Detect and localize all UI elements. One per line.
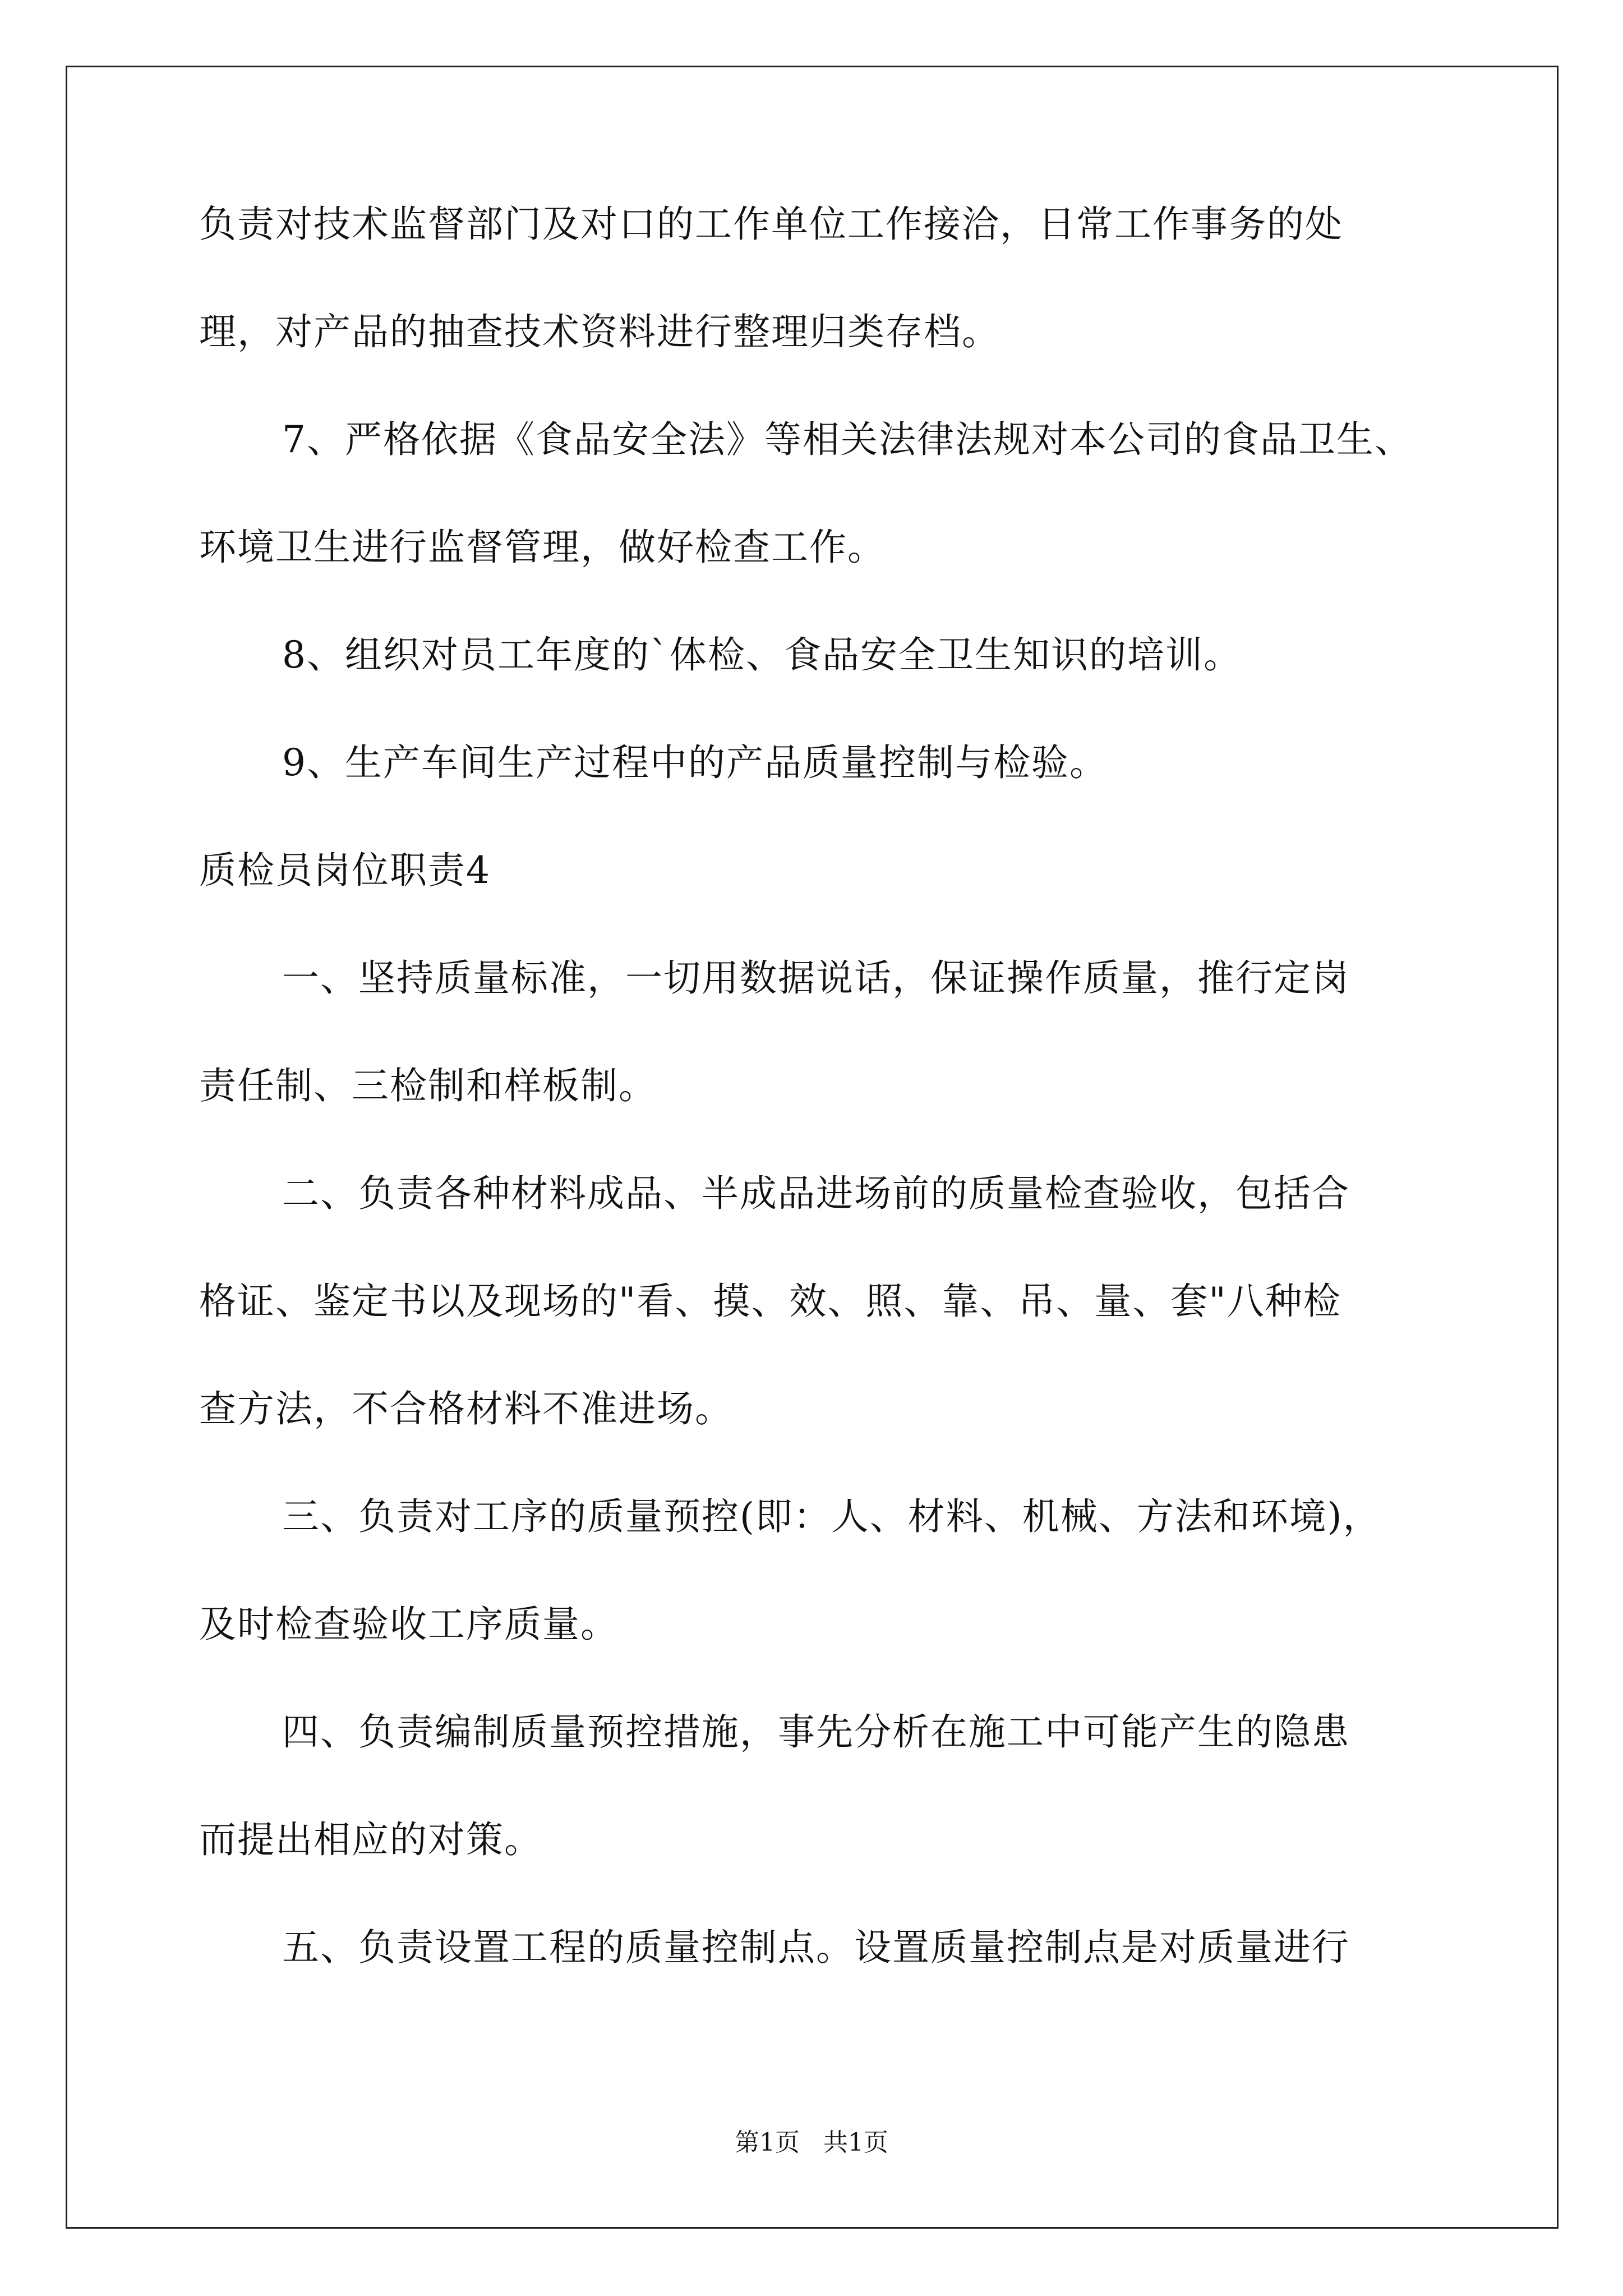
paragraph-line: 负责对技术监督部门及对口的工作单位工作接洽，日常工作事务的处	[199, 203, 1343, 246]
paragraph-line: 四、负责编制质量预控措施，事先分析在施工中可能产生的隐患	[282, 1710, 1350, 1754]
page-footer: 第1页 共1页	[735, 2128, 888, 2157]
paragraph-line: 及时检查验收工序质量。	[199, 1603, 619, 1646]
paragraph-line: 7、严格依据《食品安全法》等相关法律法规对本公司的食品卫生、	[282, 418, 1413, 461]
page-border	[66, 66, 1559, 2229]
section-heading: 质检员岗位职责4	[199, 849, 491, 892]
paragraph-line: 8、组织对员工年度的`体检、食品安全卫生知识的培训。	[282, 633, 1242, 677]
paragraph-line: 格证、鉴定书以及现场的"看、摸、效、照、靠、吊、量、套"八种检	[199, 1280, 1341, 1323]
paragraph-line: 9、生产车间生产过程中的产品质量控制与检验。	[282, 741, 1108, 784]
paragraph-line: 二、负责各种材料成品、半成品进场前的质量检查验收，包括合	[282, 1172, 1350, 1215]
paragraph-line: 理，对产品的抽查技术资料进行整理归类存档。	[199, 310, 1000, 353]
paragraph-line: 查方法，不合格材料不准进场。	[199, 1387, 733, 1430]
paragraph-line: 环境卫生进行监督管理，做好检查工作。	[199, 526, 886, 569]
paragraph-line: 五、负责设置工程的质量控制点。设置质量控制点是对质量进行	[282, 1926, 1350, 1969]
paragraph-line: 一、坚持质量标准，一切用数据说话，保证操作质量，推行定岗	[282, 956, 1350, 1000]
paragraph-line: 责任制、三检制和样板制。	[199, 1064, 657, 1107]
paragraph-line: 而提出相应的对策。	[199, 1818, 542, 1861]
paragraph-line: 三、负责对工序的质量预控(即：人、材料、机械、方法和环境)，	[282, 1495, 1381, 1538]
